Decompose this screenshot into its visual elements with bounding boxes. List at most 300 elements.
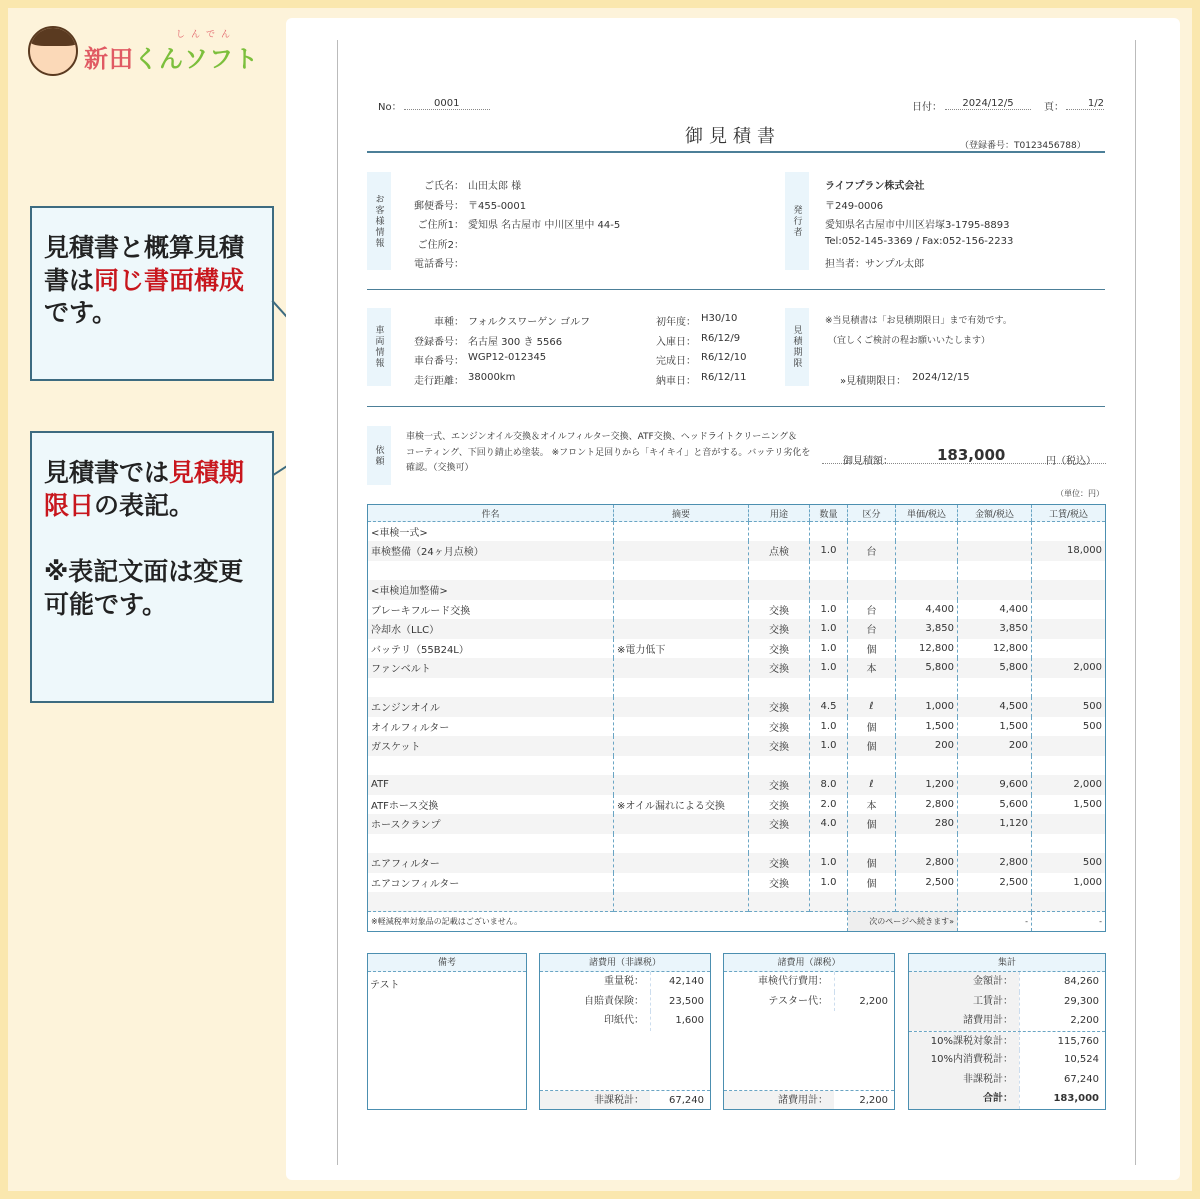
table-cell: 1.0 [810,658,848,678]
table-cell: 交換 [749,873,810,893]
table-row [368,834,1106,854]
row-label: 重量税： [604,976,644,987]
table-row [368,736,1106,756]
logo-kana: くんソフト [134,44,259,73]
table-cell: ブレーキフルード交換 [368,600,614,620]
table-row [368,814,1106,834]
table-row [368,541,1106,561]
row-label: テスター代： [768,995,828,1007]
table-cell [749,561,810,581]
table-cell [614,775,749,795]
next-page-button[interactable]: 次のページへ続きます» [848,912,958,932]
table-cell [896,522,958,542]
nontax-box [539,953,711,1110]
table-cell [958,678,1032,698]
doc-date: 2024/12/5 [945,98,1031,110]
table-row [368,678,1106,698]
total-unit: 円（税込） [1046,456,1096,467]
page-label: 頁： [1044,102,1064,113]
table-cell [614,561,749,581]
table-cell: ホースクランプ [368,814,614,834]
summary-row [909,1011,1105,1031]
table-cell [368,756,614,776]
table-cell [614,522,749,542]
summary-row [724,992,894,1012]
table-cell: 個 [848,639,896,659]
table-cell [749,522,810,542]
validity-note: ※当見積書は「お見積期限日」まで有効です。 [825,316,1012,326]
field-label: ご住所1： [417,220,464,231]
table-cell: ℓ [848,697,896,717]
table-cell [896,561,958,581]
table-cell: 交換 [749,658,810,678]
summary-row [724,972,894,992]
table-cell [896,834,958,854]
table-cell: 1.0 [810,600,848,620]
table-cell [1032,580,1106,600]
table-cell [614,814,749,834]
summary-row [909,992,1105,1012]
table-row [368,873,1106,893]
box-total-row [724,1090,894,1110]
column-header: 件名 [368,505,614,522]
field-label: 入庫日： [656,336,696,348]
row-value: 67,240 [1019,1070,1105,1090]
table-cell: <車検一式> [368,522,614,542]
table-cell [810,756,848,776]
deadline-value: 2024/12/15 [912,372,970,383]
row-label: 10%内消費税計： [909,1050,1019,1070]
table-cell: 1,500 [896,717,958,737]
field-value: H30/10 [701,313,738,324]
table-cell [614,834,749,854]
table-cell [810,892,848,912]
table-cell: 交換 [749,619,810,639]
validity-request: （宜しくご検討の程お願いいたします） [828,336,991,346]
table-cell [810,580,848,600]
table-cell [896,756,958,776]
column-header: 金額/税込 [958,505,1032,522]
table-cell [1032,892,1106,912]
table-cell [810,678,848,698]
table-row [368,756,1106,776]
row-value: 10,524 [1019,1050,1105,1070]
table-cell: 個 [848,853,896,873]
table-cell [810,522,848,542]
table-cell [810,834,848,854]
callout-text: です。 [44,298,118,327]
total-label: 諸費用計： [724,1091,834,1110]
field-label: 車台番号： [414,356,464,367]
table-cell: 3,850 [958,619,1032,639]
footer-dash: - [1032,912,1106,932]
table-cell: 1.0 [810,619,848,639]
remarks-title: 備考 [368,954,526,972]
table-cell [958,541,1032,561]
table-cell: 1,000 [1032,873,1106,893]
callout-note: ※表記文面は変更可能です。 [44,557,244,619]
table-row [368,561,1106,581]
total-label: 御見積額： [843,456,893,467]
table-row [368,580,1106,600]
field-value: R6/12/9 [701,332,741,344]
table-cell: ファンベルト [368,658,614,678]
table-cell: ℓ [848,775,896,795]
table-cell: <車検追加整備> [368,580,614,600]
table-cell: 3,850 [896,619,958,639]
table-cell: 交換 [749,775,810,795]
table-cell: 台 [848,619,896,639]
table-cell [848,892,896,912]
row-label: 諸費用計： [909,1011,1019,1031]
total-amount: 183,000 [937,446,1006,464]
table-cell [958,834,1032,854]
table-cell [896,580,958,600]
field-value: 名古屋 300 き 5566 [468,336,563,348]
table-cell: ATFホース交換 [368,795,614,815]
request-side-label: 依頼 [367,426,391,485]
table-cell: 5,600 [958,795,1032,815]
summary-row [909,1050,1105,1070]
table-cell [848,561,896,581]
row-value: 115,760 [1019,1032,1105,1051]
table-cell [1032,814,1106,834]
table-cell: 個 [848,717,896,737]
deadline-label: »見積期限日： [840,376,907,387]
table-cell: 4,500 [958,697,1032,717]
table-cell [749,678,810,698]
table-cell [810,561,848,581]
table-cell [958,892,1032,912]
table-row [368,697,1106,717]
row-value: 23,500 [650,992,710,1012]
table-cell: バッテリ（55B24L） [368,639,614,659]
column-header: 工賃/税込 [1032,505,1106,522]
table-row [368,717,1106,737]
registration-number: （登録番号：T0123456788） [960,141,1086,151]
footer-dash: - [958,912,1032,932]
table-cell: 1.0 [810,873,848,893]
table-cell [749,756,810,776]
table-cell [848,522,896,542]
no-label: No： [378,102,402,113]
issuer-line: 〒249-0006 [825,200,884,212]
table-cell: 冷却水（LLC） [368,619,614,639]
table-cell [1032,834,1106,854]
page-number: 1/2 [1066,98,1104,110]
table-cell: 2,000 [1032,775,1106,795]
table-row [368,639,1106,659]
table-cell [1032,639,1106,659]
table-cell: 交換 [749,697,810,717]
table-cell [848,580,896,600]
table-cell: 4,400 [896,600,958,620]
table-row [368,600,1106,620]
table-cell [848,756,896,776]
table-cell: 個 [848,814,896,834]
table-row [368,775,1106,795]
issuer-line: 担当者：サンプル太郎 [825,259,925,270]
row-label: 車検代行費用： [758,976,828,987]
table-cell [368,678,614,698]
summary-row [909,972,1105,992]
summary-row [909,1089,1105,1109]
row-label: 工賃計： [909,992,1019,1012]
table-cell: 交換 [749,795,810,815]
summary-row [540,972,710,992]
table-cell: 9,600 [958,775,1032,795]
table-cell: 1,500 [958,717,1032,737]
table-cell [848,678,896,698]
table-cell: 2,500 [958,873,1032,893]
table-cell: 12,800 [896,639,958,659]
table-cell [958,580,1032,600]
request-line: 車検一式、エンジンオイル交換＆オイルフィルター交換、ATF交換、ヘッドライトクリーニング＆ [406,432,798,442]
table-row [368,619,1106,639]
table-cell: 1.0 [810,736,848,756]
total-value: 67,240 [669,1094,704,1106]
table-cell: ※オイル漏れによる交換 [614,795,749,815]
unit-note: （単位：円） [1056,489,1104,498]
table-row [368,522,1106,542]
table-cell [896,892,958,912]
table-footer-row [368,912,1106,932]
table-cell: 点検 [749,541,810,561]
table-cell [1032,619,1106,639]
field-label: ご住所2： [417,239,464,251]
table-cell: エアフィルター [368,853,614,873]
row-label: 10%課税対象計： [909,1032,1019,1051]
issuer-company: ライフプラン株式会社 [825,181,925,192]
summary-row [909,1031,1105,1051]
table-cell: 1.0 [810,853,848,873]
table-cell: 2,000 [1032,658,1106,678]
table-cell: 1,000 [896,697,958,717]
page-edge [1135,40,1136,1165]
table-cell: 1.0 [810,541,848,561]
row-value: 42,140 [650,972,710,992]
table-cell [1032,756,1106,776]
table-cell [958,522,1032,542]
doc-title: 御見積書 [685,126,781,147]
column-header: 単価/税込 [896,505,958,522]
table-cell: 2,500 [896,873,958,893]
table-cell [848,834,896,854]
table-cell [614,600,749,620]
table-cell: ※電力低下 [614,639,749,659]
field-value: 山田太郎 様 [468,181,522,192]
table-cell [368,561,614,581]
table-cell [958,756,1032,776]
remarks-text: テスト [370,980,400,991]
table-cell [614,756,749,776]
table-cell: 2,800 [896,795,958,815]
section-rule [367,289,1105,290]
callout-text: の表記。 [94,490,195,520]
table-cell [614,717,749,737]
table-cell: 5,800 [958,658,1032,678]
callout-text: 見積書では [44,458,170,487]
row-label: 金額計： [909,972,1019,992]
tax-note: ※軽減税率対象品の記載はございません。 [368,912,848,932]
table-cell [1032,678,1106,698]
field-value: 〒455-0001 [468,200,527,212]
table-cell [749,834,810,854]
table-cell: 200 [958,736,1032,756]
box-total-row [540,1090,710,1110]
field-value: 愛知県 名古屋市 中川区里中 44-5 [468,220,621,231]
table-row [368,658,1106,678]
table-row [368,795,1106,815]
box-title: 諸費用（課税） [724,954,894,972]
brand-logo [28,26,259,76]
table-cell [614,873,749,893]
row-value [834,972,894,992]
table-cell: 個 [848,736,896,756]
table-cell: 2,800 [896,853,958,873]
summary-row [540,992,710,1012]
row-value: 183,000 [1019,1089,1105,1109]
box-title: 集計 [909,954,1105,972]
table-cell [614,853,749,873]
table-header-row [368,505,1106,522]
table-cell: 4.0 [810,814,848,834]
table-cell: 18,000 [1032,541,1106,561]
title-rule [367,151,1105,153]
field-value: R6/12/10 [701,352,747,363]
row-value: 1,600 [650,1011,710,1031]
row-value: 84,260 [1019,972,1105,992]
table-row [368,892,1106,912]
table-cell: 交換 [749,600,810,620]
table-cell [614,619,749,639]
line-items-table [367,504,1106,932]
column-header: 数量 [810,505,848,522]
table-cell: 交換 [749,814,810,834]
table-cell [749,892,810,912]
request-line: 確認。（交換可） [406,463,474,473]
field-label: 電話番号： [414,259,464,270]
field-value: 38000km [468,371,516,383]
field-value: R6/12/11 [701,371,747,383]
table-cell: 5,800 [896,658,958,678]
table-cell: 交換 [749,717,810,737]
table-cell [614,678,749,698]
table-cell: 4,400 [958,600,1032,620]
request-line: コーティング、下回り錆止め塗装。 ※フロント足回りから「キイキイ」と音がする。バッテリ劣化を [406,447,811,458]
date-label: 日付： [912,102,942,113]
table-cell: 12,800 [958,639,1032,659]
row-value: 2,200 [834,992,894,1012]
table-cell: 車検整備（24ヶ月点検） [368,541,614,561]
table-cell: 交換 [749,639,810,659]
summary-row [540,1011,710,1031]
issuer-side-label: 発行者 [785,172,809,270]
table-cell: 1,120 [958,814,1032,834]
table-cell: オイルフィルター [368,717,614,737]
table-cell [368,892,614,912]
field-label: 車種： [434,317,464,328]
remarks-box [367,953,527,1110]
table-cell [614,697,749,717]
logo-ruby: しんでん [176,29,237,40]
row-label: 自賠責保険： [584,995,644,1007]
table-cell: 4.5 [810,697,848,717]
row-label: 合計： [909,1089,1019,1109]
column-header: 区分 [848,505,896,522]
table-row [368,853,1106,873]
logo-kanji: 新田 [84,44,134,73]
table-cell: 500 [1032,853,1106,873]
table-cell [1032,561,1106,581]
doc-number: 0001 [404,98,490,110]
table-cell: 1,500 [1032,795,1106,815]
table-cell: ガスケット [368,736,614,756]
callout-same-layout [30,206,274,381]
column-header: 摘要 [614,505,749,522]
issuer-line: Tel:052-145-3369 / Fax:052-156-2233 [825,235,1014,247]
table-cell: 1.0 [810,717,848,737]
row-value: 2,200 [1019,1011,1105,1031]
table-cell [896,541,958,561]
table-cell [614,541,749,561]
table-cell [1032,600,1106,620]
row-label: 印紙代： [604,1015,644,1026]
table-cell [614,658,749,678]
table-cell: 500 [1032,697,1106,717]
table-cell: 1,200 [896,775,958,795]
section-rule [367,406,1105,407]
callout-deadline [30,431,274,703]
table-cell: 個 [848,873,896,893]
field-label: 登録番号： [414,336,464,348]
table-cell [749,580,810,600]
table-cell: 交換 [749,853,810,873]
callout-text: 見積書と概算見積書は [44,233,245,295]
callout-highlight: 見積期限日 [44,458,245,520]
table-cell: 200 [896,736,958,756]
summary-row [909,1070,1105,1090]
table-cell [614,580,749,600]
total-label: 非課税計： [540,1091,650,1110]
table-cell: 本 [848,658,896,678]
table-cell: ATF [368,775,614,795]
field-value: フォルクスワーゲン ゴルフ [468,317,591,328]
field-label: 納車日： [656,375,696,387]
vehicle-side-label: 車両情報 [367,308,391,386]
table-cell: 2,800 [958,853,1032,873]
callout-highlight: 同じ書面構成 [94,265,245,295]
table-cell: 台 [848,541,896,561]
page-edge [337,40,338,1165]
table-cell [1032,736,1106,756]
field-label: 完成日： [656,356,696,367]
field-label: 郵便番号： [414,200,464,212]
total-value: 2,200 [859,1094,888,1106]
table-cell: エンジンオイル [368,697,614,717]
table-cell: 8.0 [810,775,848,795]
table-cell [368,834,614,854]
validity-side-label: 見積期限 [785,308,809,386]
table-cell: エアコンフィルター [368,873,614,893]
box-title: 諸費用（非課税） [540,954,710,972]
issuer-line: 愛知県名古屋市中川区岩塚3-1795-8893 [825,220,1010,231]
table-cell [1032,522,1106,542]
table-cell [614,736,749,756]
table-cell [614,892,749,912]
mascot-face-icon [28,26,78,76]
table-cell [896,678,958,698]
